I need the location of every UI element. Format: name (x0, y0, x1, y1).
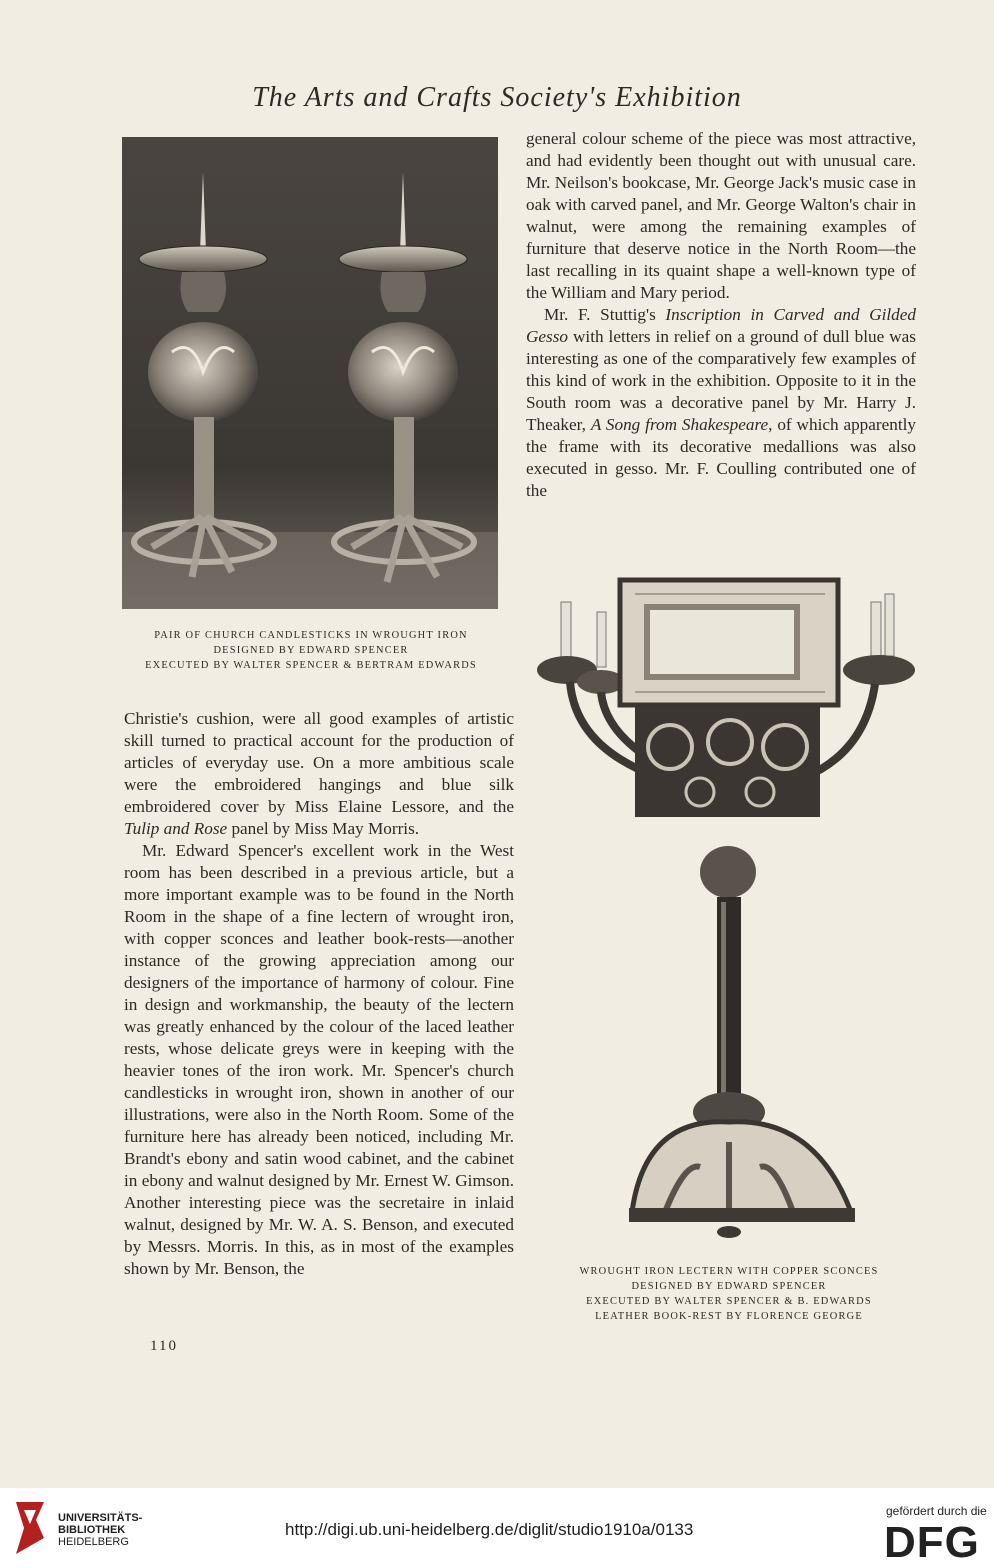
source-url-link[interactable]: http://digi.ub.uni-heidelberg.de/diglit/studio1910a/0133 (285, 1520, 694, 1539)
paragraph (526, 304, 916, 502)
library-name-line: UNIVERSITÄTS- (58, 1512, 143, 1524)
caption-line: PAIR OF CHURCH CANDLESTICKS IN WROUGHT IRON (154, 630, 468, 641)
lectern-caption (520, 1264, 938, 1324)
lectern-plate (535, 572, 920, 1252)
artwork-title: A Song from Shakespeare (590, 415, 769, 434)
running-title: The Arts and Crafts Society's Exhibition (252, 82, 742, 113)
caption-line: EXECUTED BY WALTER SPENCER & B. EDWARDS (586, 1296, 872, 1307)
caption-line: EXECUTED BY WALTER SPENCER & BERTRAM EDWARDS (145, 660, 477, 671)
text-run: panel by Miss May Morris. (227, 819, 420, 838)
lectern-scrollwork (635, 707, 820, 817)
right-column-text (526, 128, 916, 502)
dfg-logo: DFG (884, 1518, 980, 1567)
text-run: Mr. F. Stuttig's (544, 305, 666, 324)
paragraph: Mr. Edward Spencer's excellent work in the West room has been described in a previous article, but a more important example was to be found in the North Room in the shape of a fine lectern of wrought iron, with copper sconces and leather book-rests—another instance of the growing appreciation among our designers of the importance of harmony of colour. Fine in design and workmanship, the beauty of the lectern was greatly enhanced by the colour of the laced leather rests, whose delicate greys were in keeping with the heavier tones of the iron work. Mr. Spencer's church candlesticks in wrought iron, shown in another of our illustrations, were also in the North Room. Some of the furniture here has already been noticed, including Mr. Brandt's ebony and satin wood cabinet, and the cabinet in ebony and walnut designed by Mr. Ernest W. Gimson. Another interesting piece was the secretaire in inlaid walnut, designed by Mr. W. A. S. Benson, and executed by Messrs. Morris. In this, as in most of the examples shown by Mr. Benson, the (124, 841, 514, 1278)
caption-line: DESIGNED BY EDWARD SPENCER (631, 1281, 827, 1292)
caption-line: LEATHER BOOK-REST BY FLORENCE GEORGE (595, 1311, 863, 1322)
library-name-line: BIBLIOTHEK (58, 1524, 126, 1536)
candlesticks-caption (112, 628, 510, 673)
lectern-book-rest (620, 580, 838, 705)
candlesticks-plate (122, 137, 498, 609)
text-run: with letters in relief on a ground of dull blue was interesting as one of the comparatively few examples of this kind of work in the exhibition. Opposite to it in the South room was a decorative panel by Mr. Harry J. Theaker, (526, 327, 916, 434)
artwork-title: Tulip and Rose (124, 819, 228, 838)
caption-line: DESIGNED BY EDWARD SPENCER (213, 645, 409, 656)
university-library-logo (10, 1500, 50, 1556)
artwork-title: Inscription in Carved and Gilded Gesso (526, 305, 916, 346)
page-number: 110 (150, 1338, 178, 1354)
paragraph: general colour scheme of the piece was most attractive, and had evidently been thought out with unusual care. Mr. Neilson's bookcase, Mr. George Jack's music case in oak with carved panel, and Mr. George Walton's chair in walnut, were among the remaining examples of furniture that deserve notice in the North Room—the last recalling in its quaint shape a well-known type of the William and Mary period. (526, 129, 916, 302)
funded-by-label: gefördert durch die (886, 1504, 987, 1518)
caption-line: WROUGHT IRON LECTERN WITH COPPER SCONCES (579, 1266, 879, 1277)
left-column-text (124, 708, 514, 1280)
text-run: Christie's cushion, were all good examples of artistic skill turned to practical account for the production of articles of everyday use. On a more ambitious scale were the embroidered hangings and blue silk embroidered cover by Miss Elaine Lessore, and the (124, 709, 514, 816)
paragraph (124, 708, 514, 840)
library-name-line: HEIDELBERG (58, 1536, 129, 1548)
library-name (58, 1512, 142, 1548)
text-run: , of which apparently the frame with its decorative medallions was also executed in gesso. Mr. F. Coulling contributed one of the (526, 415, 916, 500)
